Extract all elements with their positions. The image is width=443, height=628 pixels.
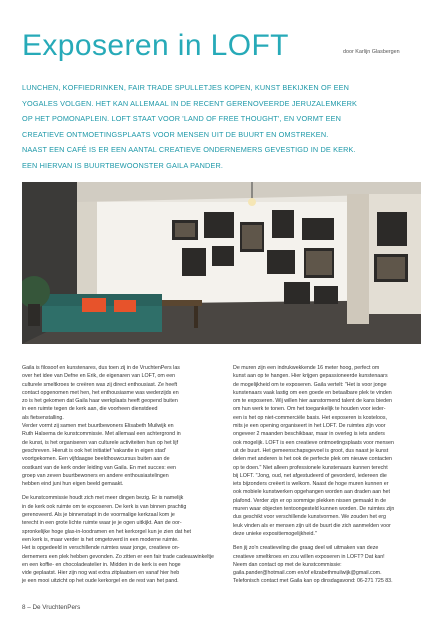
text-line: muren waar objecten tentoongesteld kunnen worden. De ruimtes zijn bbox=[233, 506, 395, 513]
text-line: leuk vinden als er mensen zijn uit de buurt die zich aanmelden voor bbox=[233, 522, 391, 529]
gallery-photo-illustration bbox=[22, 182, 421, 344]
text-line: een is het op niet-commerciële basis. Het exposeren is kosteloos, bbox=[233, 414, 387, 421]
text-line: in de kerk ook ruimte om te exposeren. De kerk is van binnen prachtig bbox=[22, 503, 187, 510]
text-line: als fietsenstalling. bbox=[22, 414, 64, 421]
text-line: om hun werk te tonen. Om het toegankelijk te houden voor ieder- bbox=[233, 406, 386, 413]
article-title: Exposeren in LOFT bbox=[22, 29, 289, 62]
text-line: voortgekomen. Een vijfdaagse beeldhouwcursus buiten aan de bbox=[22, 456, 170, 463]
text-line: in een ruimte tegen de kerk aan, die voorheen dienstdeed bbox=[22, 406, 158, 413]
text-line: spronkelijke hoge glas-in-loodramen en het kerkorgel kun je zien dat het bbox=[22, 528, 192, 535]
text-line: ongeveer 2 maanden beschikbaar, maar in overleg is iets anders bbox=[233, 431, 385, 438]
intro-line: LUNCHEN, KOFFIEDRINKEN, FAIR TRADE SPULLETJES KOPEN, KUNST BEKIJKEN OF EEN bbox=[22, 83, 350, 92]
text-line: De muren zijn een indrukwekkende 16 meter hoog, perfect om bbox=[233, 365, 380, 371]
page-footer: 8 – De VruchtenPers bbox=[22, 604, 81, 611]
intro-line: NAAST EEN CAFÉ IS ER EEN AANTAL CREATIEVE ONDERNEMERS GEVESTIGD IN DE KERK. bbox=[22, 145, 356, 155]
text-line: culturele smeltkroes te creëren was zij direct enthousiast. Ze heeft bbox=[22, 381, 178, 388]
text-line: Ben jij zo'n creatieveling die graag deel wil uitmaken van deze bbox=[233, 545, 379, 552]
text-line: ook mobiele kunstwerken opgehangen worden aan draden aan het bbox=[233, 489, 390, 496]
text-line: terecht in een grote lichte ruimte waar je je ogen uitkijkt. Aan de oor- bbox=[22, 520, 182, 527]
text-line: iets bijzonders creëert is welkom. Naast de hoge muren kunnen er bbox=[233, 481, 389, 488]
text-line: ook mogelijk. LOFT is een creatieve ontmoetingsplaats voor mensen bbox=[233, 439, 394, 446]
text-line: gerenoveerd. Als je binnenstapt in de voormalige kerkzaal kom je bbox=[22, 512, 175, 519]
text-line: plafond. Verder zijn er op sommige plekken nissen gemaakt in de bbox=[233, 497, 387, 504]
gallery-photo bbox=[22, 182, 421, 344]
intro-line: OP HET POMONAPLEIN. LOFT STAAT VOOR 'LAND OF FREE THOUGHT', EN VORMT EEN bbox=[22, 114, 342, 124]
text-line: op te doen." Niet alleen professionele kunstenaars kunnen terecht bbox=[233, 464, 388, 471]
article-column-right bbox=[233, 364, 423, 586]
text-line: groep van zeven buurtbewoners en andere enthousiastelingen bbox=[22, 472, 169, 479]
text-line: oostkant van de kerk onder leiding van Gaila. En met succes: een bbox=[22, 464, 176, 471]
text-line: en een koffie- en chocoladeatelier in. Midden in de kerk is een hoge bbox=[22, 561, 181, 568]
article-paragraph bbox=[22, 364, 210, 488]
text-line: mits je een opening organiseert in het LOFT. De ruimtes zijn voor bbox=[233, 423, 386, 430]
text-line: gaila.pander@hotmail.com en/of elizabethmuilwijk@gmail.com. bbox=[233, 570, 382, 577]
article-byline: door Karlijn Glasbergen bbox=[343, 49, 400, 55]
text-line: contact opgenomen met hen, het enthousiasme was wederzijds en bbox=[22, 389, 179, 396]
text-line: Het is opgedeeld in verschillende ruimtes waar jonge, creatieve on- bbox=[22, 545, 180, 552]
text-line: een kerk is, maar verder is het omgetoverd in een moderne ruimte. bbox=[22, 536, 179, 543]
text-line: dernemers een plek hebben gevonden. Zo zitten er een fair trade cadeauwinkeltje bbox=[22, 553, 214, 560]
text-line: bij LOFT. "Jong, oud, net afgestudeerd of gevorderd, iedereen die bbox=[233, 472, 387, 479]
article-paragraph bbox=[233, 364, 423, 538]
article-intro bbox=[22, 80, 422, 174]
text-line: om te exposeren. Wij willen hier aanstormend talent de kans bieden bbox=[233, 398, 392, 405]
text-line: Verder vormt zij samen met buurtbewoners Elisabeth Muilwijk en bbox=[22, 423, 174, 430]
text-line: vide geplaatst. Hier zijn nog wat extra zitplaatsen en vanaf hier heb bbox=[22, 570, 180, 577]
text-line: dus geschikt voor verschillende kunstvormen. We zouden het erg bbox=[233, 514, 387, 521]
text-line: deze unieke expositiemogelijkheid." bbox=[233, 530, 317, 537]
article-paragraph bbox=[22, 494, 214, 585]
text-line: de mogelijkheid om te exposeren. Gaila vertelt: "Het is voor jonge bbox=[233, 381, 387, 388]
intro-line: EEN HIERVAN IS BUURTBEWOONSTER GAILA PANDER. bbox=[22, 160, 224, 170]
text-line: zo is het gekomen dat Gaila haar werkplaats heeft geopend buiten bbox=[22, 398, 178, 405]
text-line: creatieve smeltkroes en zou willen exposeren in LOFT? Dat kan! bbox=[233, 553, 385, 560]
text-line: delen met anderen is het ook de perfecte plek om nieuwe contacten bbox=[233, 456, 393, 463]
text-line: uit de buurt. Het gemeenschapsgevoel is groot, dus naast je kunst bbox=[233, 447, 389, 454]
intro-line: YOGALES VOLGEN. HET KAN ALLEMAAL IN DE RECENT GERENOVEERDE JERUZALEMKERK bbox=[22, 98, 358, 108]
text-line: hebben eind juni hun eigen beeld gemaakt. bbox=[22, 481, 124, 488]
text-line: de kunst, is het organiseren van culturele activiteiten hun op het lijf bbox=[22, 439, 179, 446]
article-column-left bbox=[22, 364, 214, 586]
text-line: Gaila is filosoof en kunstenares, dus toen zij in de VruchtenPers las bbox=[22, 365, 180, 371]
text-line: Telefonisch contact met Gaila kan op dinsdagavond: 06-271 725 83. bbox=[233, 578, 393, 585]
text-line: geschreven. Hieruit is ook het initiatief 'vakantie in eigen stad' bbox=[22, 447, 166, 454]
article-paragraph bbox=[233, 544, 423, 585]
text-line: kunst aan op te hangen. Hier krijgen gepassioneerde kunstenaars bbox=[233, 373, 388, 380]
text-line: Ruth Halsema de kunstcommissie. Met allemaal een achtergrond in bbox=[22, 431, 181, 438]
text-line: Neem dan contact op met de kunstcommissie: bbox=[233, 561, 342, 568]
intro-line: CREATIEVE ONTMOETINGSPLAATS VOOR MENSEN UIT DE BUURT EN OMSTREKEN. bbox=[22, 129, 329, 139]
text-line: je een mooi uitzicht op het oude kerkorgel en de rest van het pand. bbox=[22, 578, 179, 585]
text-line: over het idee van Defne en Erik, de eigenaren van LOFT, om een bbox=[22, 373, 176, 380]
text-line: kunstenaars vaak lastig om een goede en betaalbare plek te vinden bbox=[233, 389, 392, 396]
text-line: De kunstcommissie houdt zich met meer dingen bezig. Er is namelijk bbox=[22, 495, 184, 502]
